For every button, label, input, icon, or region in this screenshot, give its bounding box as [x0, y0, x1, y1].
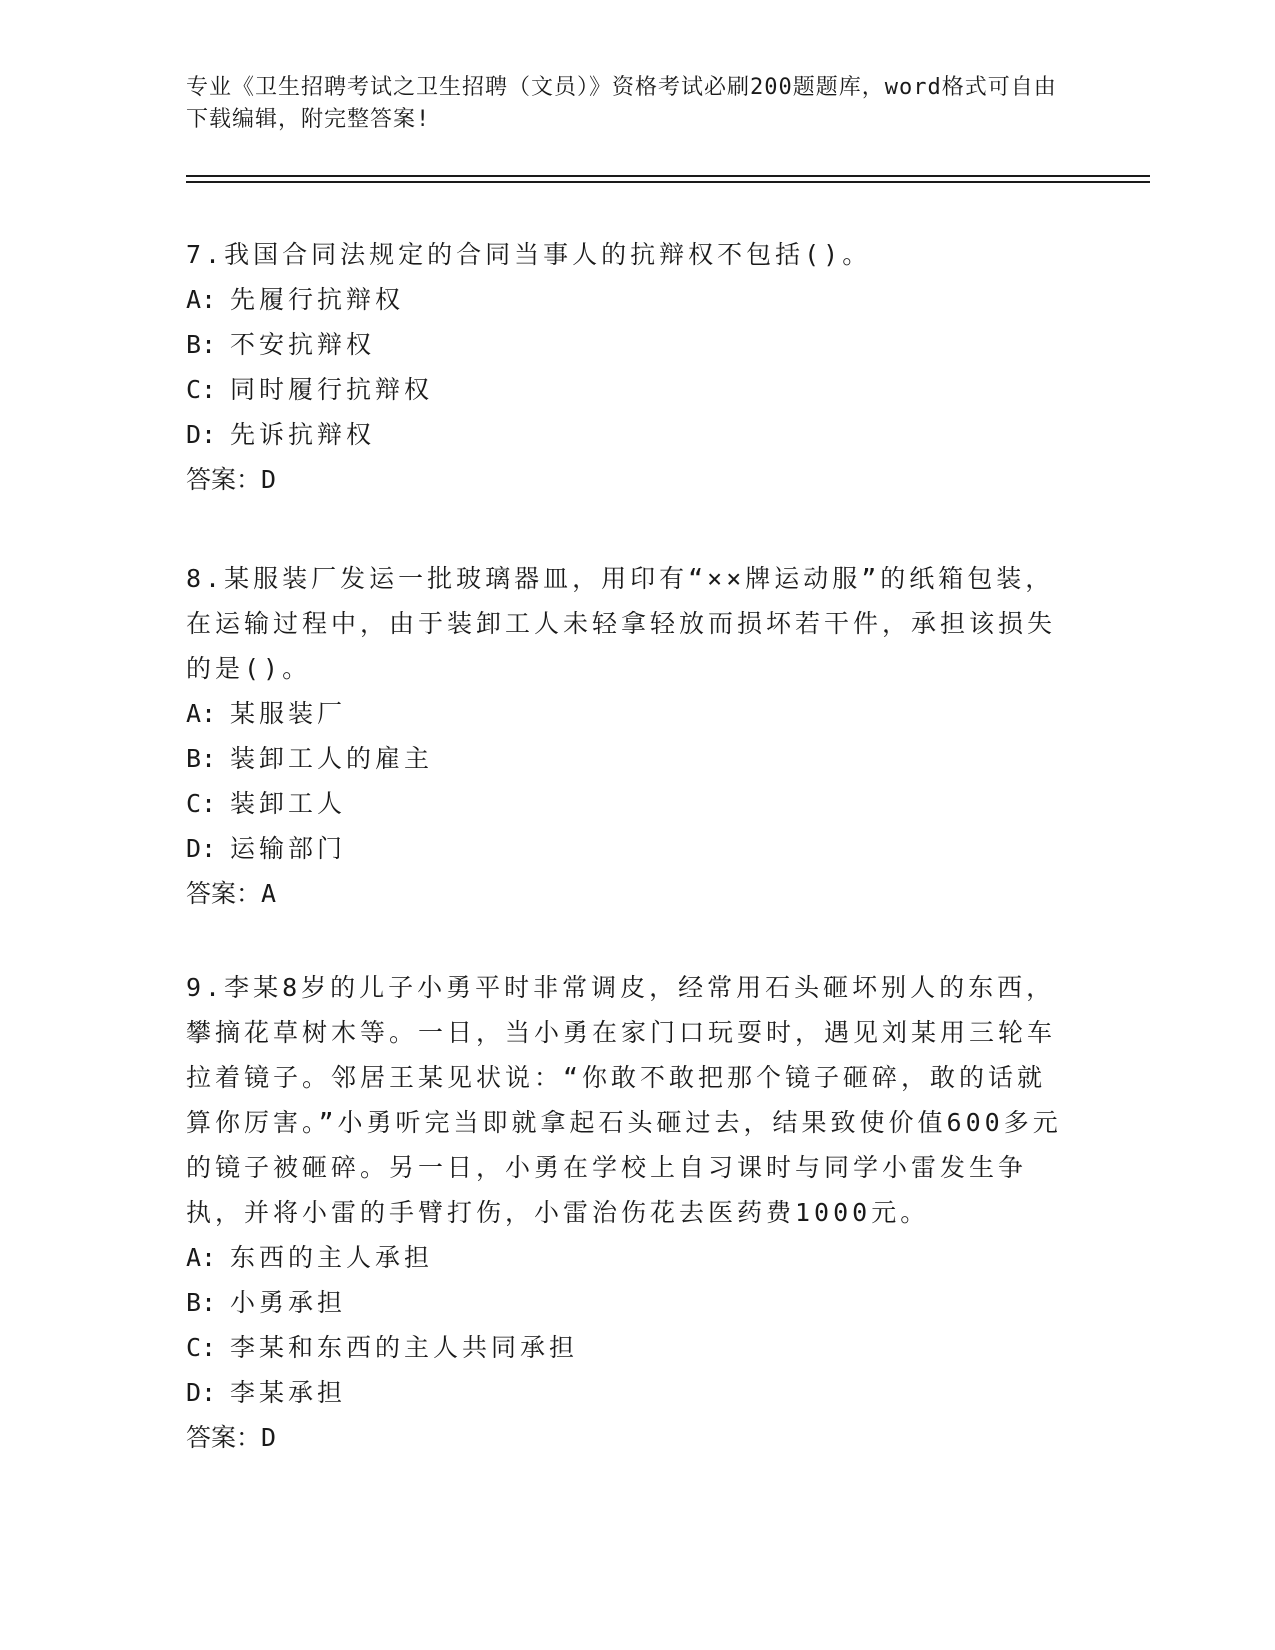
answer-value: D: [261, 465, 277, 494]
question-stem: 9.李某8岁的儿子小勇平时非常调皮，经常用石头砸坏别人的东西，攀摘花草树木等。一日，当小勇在家门口玩耍时，遇见刘某用三轮车拉着镜子。邻居王某见状说：“你敢不敢把那个镜子砸碎，敢的话就算你厉害。”小勇听完当即就拿起石头砸过去，结果致使价值600多元的镜子被砸碎。另一日，小勇在学校上自习课时与同学小雷发生争执，并将小雷的手臂打伤，小雷治伤花去医药费1000元。: [186, 973, 1062, 1227]
answer-label: 答案：: [186, 879, 262, 908]
option-text: 装卸工人的雇主: [230, 744, 434, 773]
option-d: [186, 412, 1066, 457]
option-c: [186, 367, 1066, 412]
option-text: 装卸工人: [230, 789, 347, 818]
option-text: 某服装厂: [230, 699, 347, 728]
answer-label: 答案：: [186, 465, 262, 494]
answer-line: [186, 1415, 1066, 1460]
answer-value: A: [261, 879, 277, 908]
question-9: [186, 965, 1066, 1460]
header-divider-top: [186, 175, 1150, 177]
option-text: 运输部门: [230, 834, 347, 863]
question-7: [186, 232, 1066, 502]
option-letter: D:: [186, 1378, 217, 1407]
option-text: 先履行抗辩权: [230, 285, 405, 314]
option-b: [186, 322, 1066, 367]
option-text: 小勇承担: [230, 1288, 347, 1317]
option-letter: B:: [186, 330, 217, 359]
question-stem: 7.我国合同法规定的合同当事人的抗辩权不包括()。: [186, 240, 872, 269]
option-c: [186, 781, 1066, 826]
option-c: [186, 1325, 1066, 1370]
option-a: [186, 277, 1066, 322]
answer-label: 答案：: [186, 1423, 262, 1452]
option-a: [186, 691, 1066, 736]
option-letter: C:: [186, 789, 217, 818]
document-header: 专业《卫生招聘考试之卫生招聘（文员）》资格考试必刷200题题库，word格式可自由下载编辑，附完整答案!: [186, 75, 1057, 132]
option-letter: A:: [186, 1243, 217, 1272]
option-letter: A:: [186, 699, 217, 728]
option-letter: D:: [186, 834, 217, 863]
option-text: 同时履行抗辩权: [230, 375, 434, 404]
option-a: [186, 1235, 1066, 1280]
answer-value: D: [261, 1423, 277, 1452]
option-b: [186, 736, 1066, 781]
option-letter: B:: [186, 1288, 217, 1317]
option-text: 东西的主人承担: [230, 1243, 434, 1272]
answer-line: [186, 457, 1066, 502]
option-text: 不安抗辩权: [230, 330, 376, 359]
option-letter: C:: [186, 375, 217, 404]
option-text: 李某承担: [230, 1378, 347, 1407]
answer-line: [186, 871, 1066, 916]
option-letter: B:: [186, 744, 217, 773]
option-letter: C:: [186, 1333, 217, 1362]
option-letter: D:: [186, 420, 217, 449]
question-stem: 8.某服装厂发运一批玻璃器皿，用印有“××牌运动服”的纸箱包装，在运输过程中，由于装卸工人未轻拿轻放而损坏若干件，承担该损失的是()。: [186, 564, 1057, 683]
option-text: 先诉抗辩权: [230, 420, 376, 449]
header-divider-bottom: [186, 181, 1150, 183]
option-letter: A:: [186, 285, 217, 314]
question-8: [186, 556, 1066, 916]
option-d: [186, 1370, 1066, 1415]
option-d: [186, 826, 1066, 871]
option-b: [186, 1280, 1066, 1325]
option-text: 李某和东西的主人共同承担: [230, 1333, 579, 1362]
